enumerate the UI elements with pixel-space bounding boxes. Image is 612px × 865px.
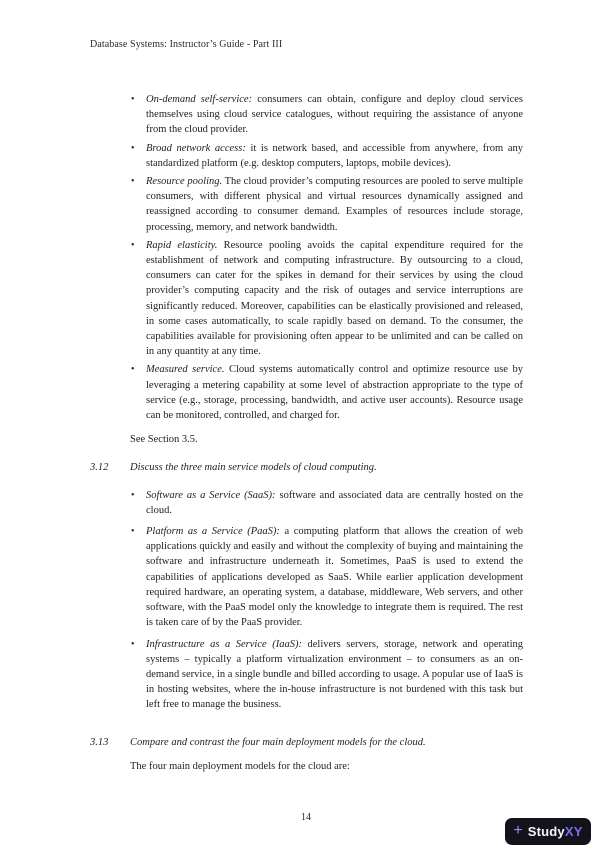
bullet-icon: • — [131, 638, 135, 650]
logo-brand-accent: XY — [564, 824, 583, 839]
page-content — [90, 92, 523, 774]
list-item — [90, 92, 523, 138]
service-models-list — [90, 488, 523, 713]
plus-icon: + — [513, 821, 523, 839]
list-item — [90, 637, 523, 713]
bullet-text: On-demand self-service: consumers can obtain, configure and deploy cloud services themselves using cloud service catalogues, without requiring the assistance of anyone from the cloud provider. — [146, 94, 523, 136]
question-text: Compare and contrast the four main deployment models for the cloud. — [130, 736, 426, 748]
logo-brand-primary: Study — [527, 824, 565, 839]
studyxy-logo — [505, 818, 591, 845]
question-number: 3.12 — [90, 462, 109, 474]
bullet-icon: • — [131, 239, 135, 251]
running-header: Database Systems: Instructor’s Guide - Part III — [90, 39, 283, 50]
bullet-text: Measured service. Cloud systems automatically control and optimize resource use by leveraging a metering capability at some level of abstraction appropriate to the type of service (e.g., storage, processing, bandwidth, and active user accounts). Resource usage can be monitored, controlled, and charged for. — [146, 364, 523, 422]
question-3-12 — [90, 460, 523, 475]
list-item — [90, 238, 523, 360]
page-number: 14 — [301, 812, 311, 823]
bullet-text: Broad network access: it is network based, and accessible from anywhere, from any standardized platform (e.g. desktop computers, laptops, mobile devices). — [146, 142, 523, 169]
bullet-text: Rapid elasticity. Resource pooling avoids the capital expenditure required for the establishment of network and computing infrastructure. By outsourcing to a cloud, consumers can cater for the spikes in demand for their services by using the cloud provider’s computing capacity and the risk of outages and service interruptions are significantly reduced. Moreover, capabilities can be elastically provisioned and released, in some cases automatically, to scale rapidly based on demand. To the consumer, the capabilities available for provisioning often appear to be unlimited and can be called on in any quantity at any time. — [146, 239, 523, 358]
bullet-icon: • — [131, 176, 135, 188]
see-section-note: See Section 3.5. — [130, 434, 198, 446]
list-item — [90, 524, 523, 630]
bullet-icon: • — [131, 489, 135, 501]
question-text: Discuss the three main service models of cloud computing. — [130, 462, 377, 474]
bullet-icon: • — [131, 364, 135, 376]
cloud-characteristics-list — [90, 92, 523, 423]
bullet-text: Infrastructure as a Service (IaaS): delivers servers, storage, network and operating systems – typically a platform virtualization environment – to consumers as an on-demand service, in a single bundle and billed according to usage. A popular use of IaaS is in hosting websites, where the in-house infrastructure is not burdened with this task but left free to manage the business. — [146, 638, 524, 711]
list-item — [90, 488, 523, 518]
question-3-13 — [90, 735, 523, 750]
list-item — [90, 174, 523, 235]
list-item — [90, 362, 523, 423]
bullet-text: Resource pooling. The cloud provider’s computing resources are pooled to serve multiple consumers, with different physical and virtual resources dynamically assigned and reassigned according to consumer demand. Examples of resources include storage, processing, memory, and network bandwidth. — [146, 176, 523, 233]
bullet-icon: • — [131, 526, 135, 538]
question-number: 3.13 — [90, 736, 109, 748]
bullet-icon: • — [131, 142, 135, 154]
list-item — [90, 141, 523, 171]
bullet-text: Software as a Service (SaaS): software and associated data are centrally hosted on the cloud. — [146, 489, 523, 516]
bullet-text: Platform as a Service (PaaS): a computing platform that allows the creation of web applications quickly and easily and without the complexity of buying and maintaining the software and infrastructure underneath it. Sometimes, PaaS is used to extend the capabilities of applications developed as SaaS. While earlier application development required hardware, an operating system, a database, middleware, Web servers, and other software, with the PaaS model only the knowledge to integrate them is required. The rest is taken care of by the PaaS provider. — [146, 526, 523, 629]
deployment-intro: The four main deployment models for the cloud are: — [130, 760, 350, 772]
bullet-icon: • — [131, 94, 135, 105]
